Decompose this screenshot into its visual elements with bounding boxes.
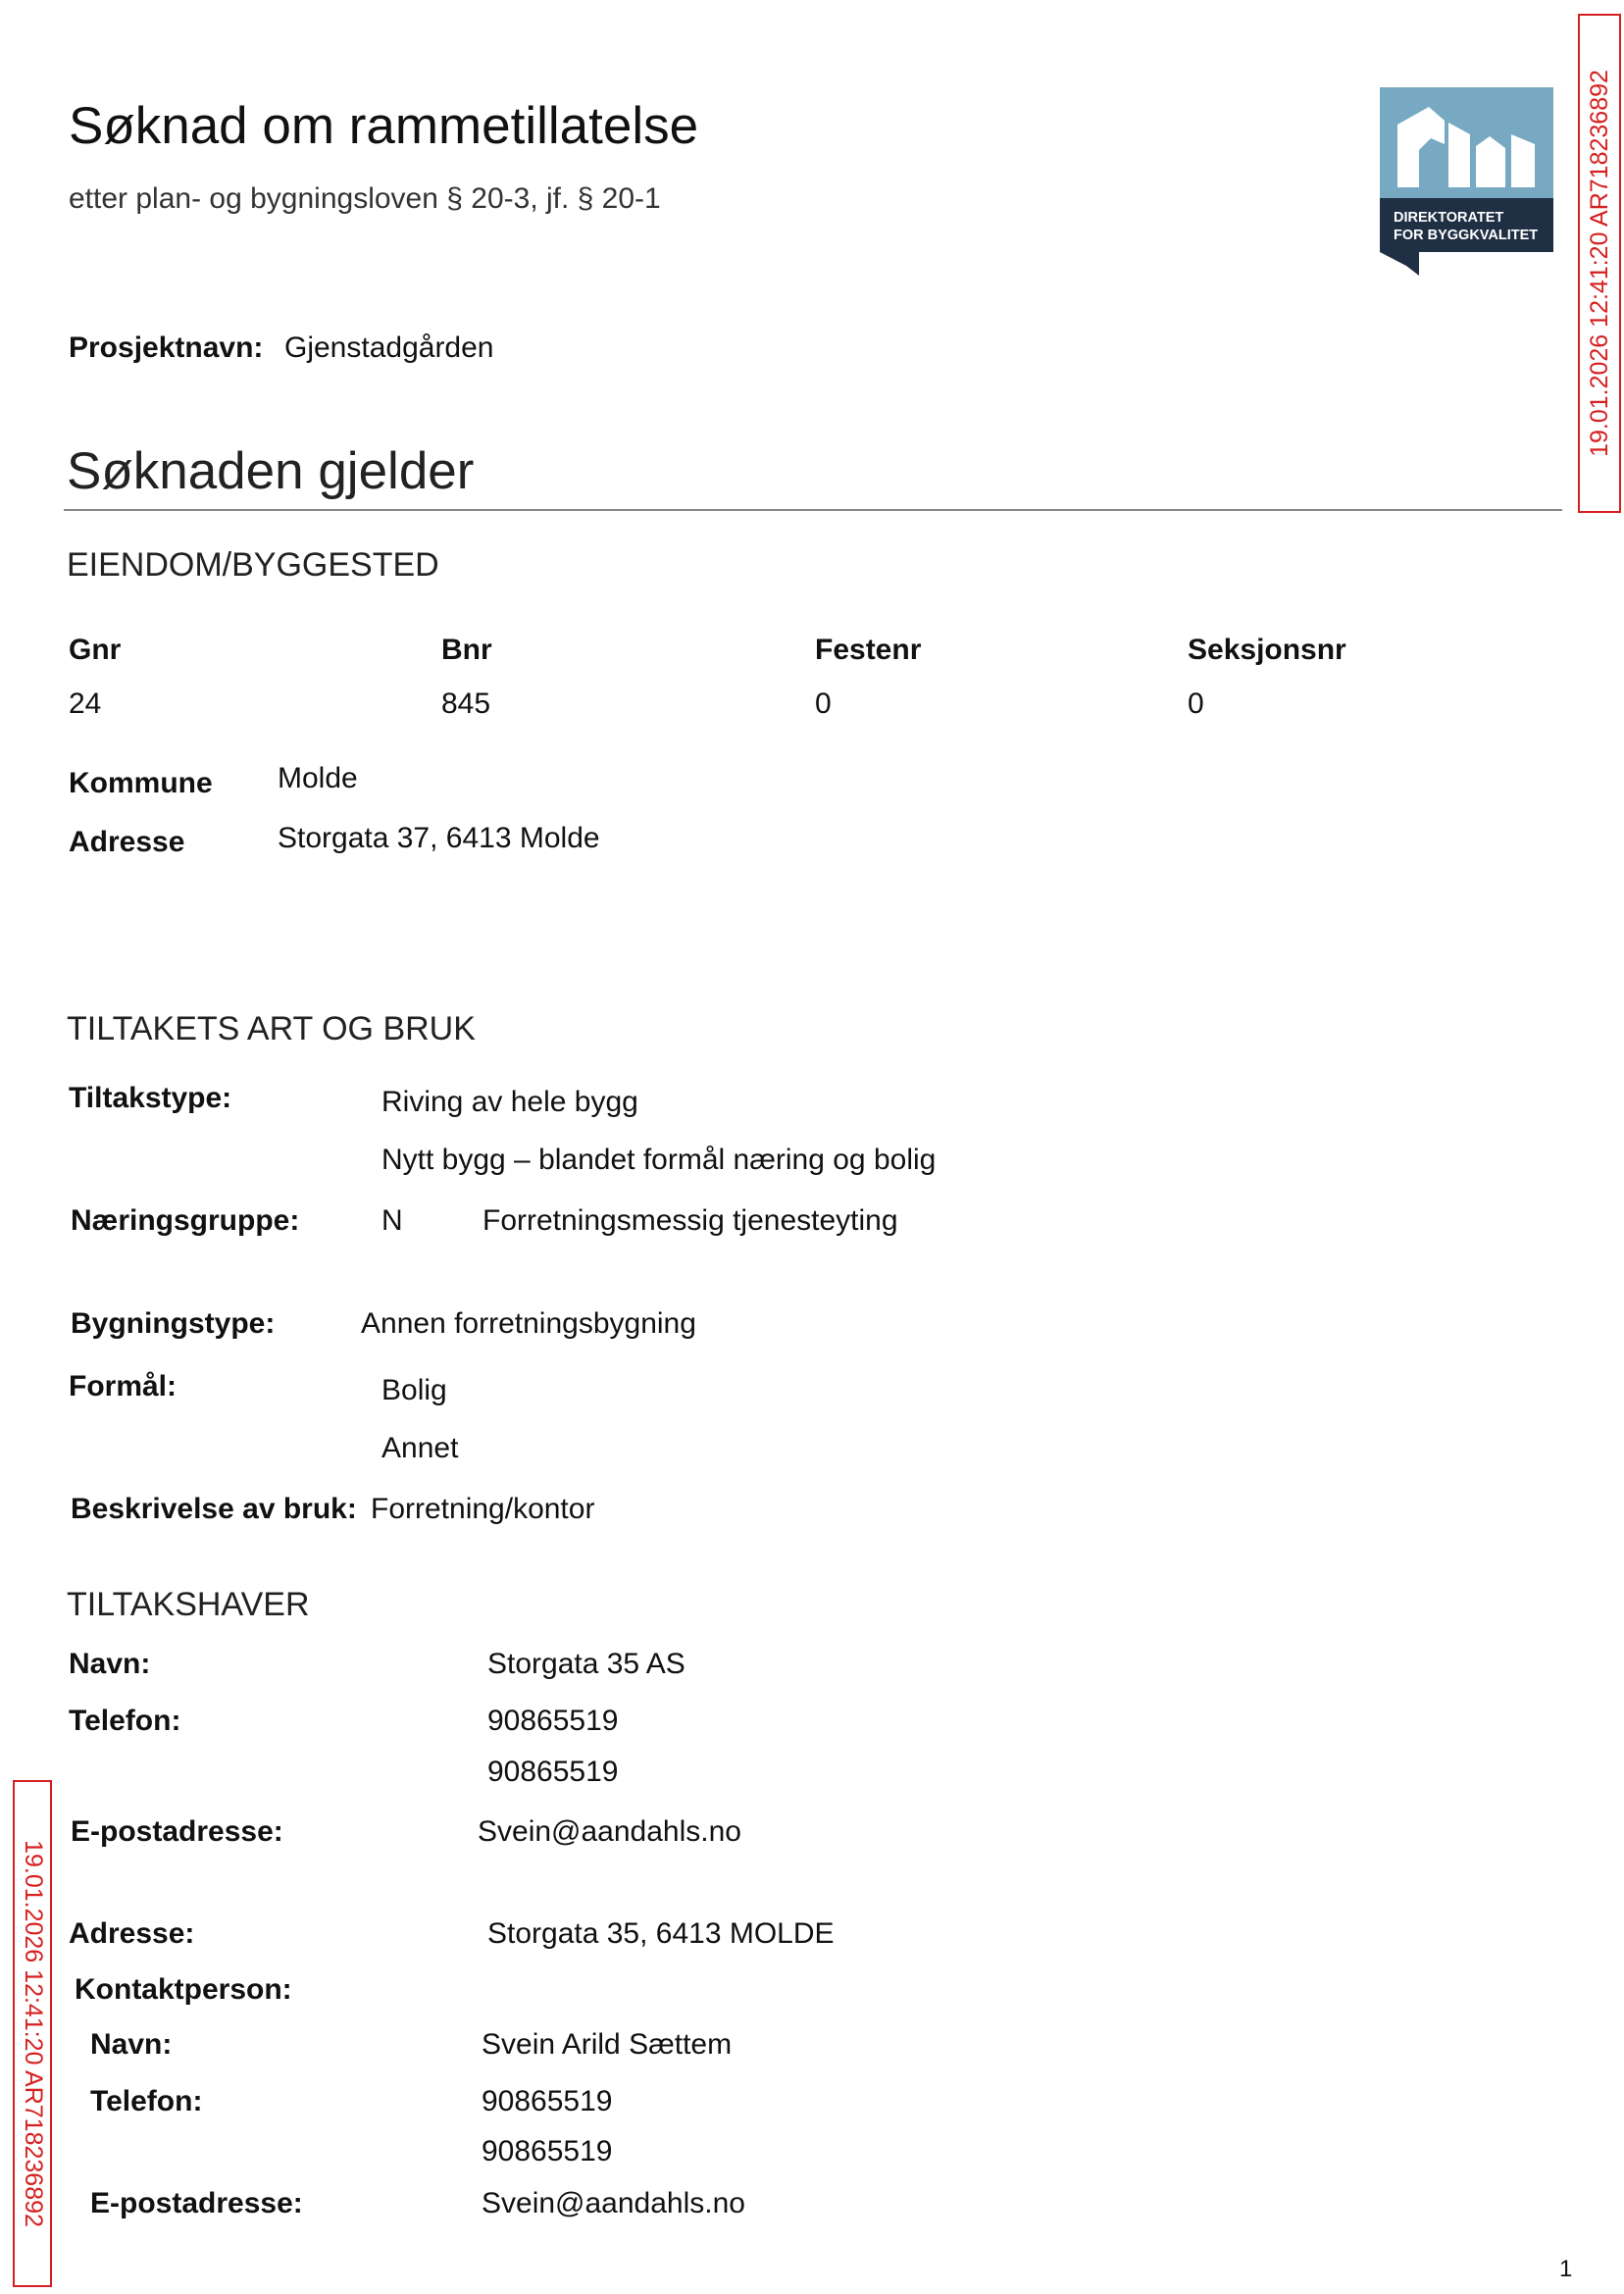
project-name-value: Gjenstadgården <box>284 331 494 364</box>
tiltak-heading: TILTAKETS ART OG BRUK <box>67 1010 476 1047</box>
kontakt-navn-value: Svein Arild Sættem <box>482 2028 733 2061</box>
logo-text-line1: DIREKTORATET <box>1394 210 1504 226</box>
bnr-value: 845 <box>441 688 491 720</box>
bygningstype-value: Annen forretningsbygning <box>361 1307 696 1340</box>
project-name-label: Prosjektnavn: <box>69 331 264 364</box>
eiendom-heading: EIENDOM/BYGGESTED <box>67 546 439 584</box>
kontakt-epost-value: Svein@aandahls.no <box>482 2187 745 2219</box>
tiltakshaver-navn-value: Storgata 35 AS <box>487 1648 685 1680</box>
logo-text-line2: FOR BYGGKVALITET <box>1394 228 1539 243</box>
festenr-value: 0 <box>815 688 832 720</box>
bruk-value: Forretning/kontor <box>371 1493 595 1525</box>
adresse-value: Storgata 37, 6413 Molde <box>278 822 600 854</box>
tiltakshaver-adresse-label: Adresse: <box>69 1917 195 1950</box>
kontakt-telefon-2: 90865519 <box>482 2135 613 2167</box>
page-number: 1 <box>1559 2256 1573 2282</box>
gnr-value: 24 <box>69 688 102 720</box>
page-title: Søknad om rammetillatelse <box>69 97 699 155</box>
formal-value-2: Annet <box>381 1432 459 1464</box>
formal-label: Formål: <box>69 1370 178 1402</box>
seksjonsnr-value: 0 <box>1188 688 1204 720</box>
tiltakshaver-telefon-label: Telefon: <box>69 1705 181 1737</box>
kontakt-telefon-1: 90865519 <box>482 2085 613 2117</box>
tiltakstype-value-2: Nytt bygg – blandet formål næring og bolig <box>381 1144 937 1176</box>
adresse-label: Adresse <box>69 826 185 858</box>
section-heading: Søknaden gjelder <box>67 442 475 500</box>
naeringsgruppe-code: N <box>381 1204 403 1237</box>
kontakt-telefon-label: Telefon: <box>90 2085 203 2117</box>
formal-value-1: Bolig <box>381 1374 447 1406</box>
kommune-label: Kommune <box>69 767 213 799</box>
tiltakshaver-navn-label: Navn: <box>69 1648 151 1680</box>
bruk-label: Beskrivelse av bruk: <box>71 1493 357 1525</box>
gnr-header: Gnr <box>69 634 122 666</box>
tiltakshaver-heading: TILTAKSHAVER <box>67 1586 310 1623</box>
kontakt-epost-label: E-postadresse: <box>90 2187 303 2219</box>
tiltakshaver-adresse-value: Storgata 35, 6413 MOLDE <box>487 1917 835 1950</box>
receipt-stamp-text: 19.01.2026 12:41:20 AR718236892 <box>1585 70 1613 457</box>
tiltakshaver-telefon-1: 90865519 <box>487 1705 619 1737</box>
naeringsgruppe-label: Næringsgruppe: <box>71 1204 300 1237</box>
receipt-stamp-right <box>1578 14 1621 513</box>
bnr-header: Bnr <box>441 634 492 666</box>
kommune-value: Molde <box>278 762 358 794</box>
kontakt-navn-label: Navn: <box>90 2028 173 2061</box>
page-subtitle: etter plan- og bygningsloven § 20-3, jf. § 20-1 <box>69 182 661 215</box>
receipt-stamp-left <box>13 1780 52 2287</box>
section-divider <box>64 509 1562 511</box>
seksjonsnr-header: Seksjonsnr <box>1188 634 1346 666</box>
receipt-stamp-text: 19.01.2026 12:41:20 AR718236892 <box>19 1840 47 2227</box>
bygningstype-label: Bygningstype: <box>71 1307 276 1340</box>
tiltakshaver-epost-value: Svein@aandahls.no <box>478 1815 741 1848</box>
kontaktperson-label: Kontaktperson: <box>75 1973 292 2006</box>
tiltakshaver-telefon-2: 90865519 <box>487 1756 619 1788</box>
dibk-logo <box>1380 87 1553 276</box>
festenr-header: Festenr <box>815 634 922 666</box>
naeringsgruppe-value: Forretningsmessig tjenesteyting <box>482 1204 898 1237</box>
tiltakshaver-epost-label: E-postadresse: <box>71 1815 283 1848</box>
tiltakstype-value-1: Riving av hele bygg <box>381 1086 638 1118</box>
tiltakstype-label: Tiltakstype: <box>69 1082 232 1114</box>
